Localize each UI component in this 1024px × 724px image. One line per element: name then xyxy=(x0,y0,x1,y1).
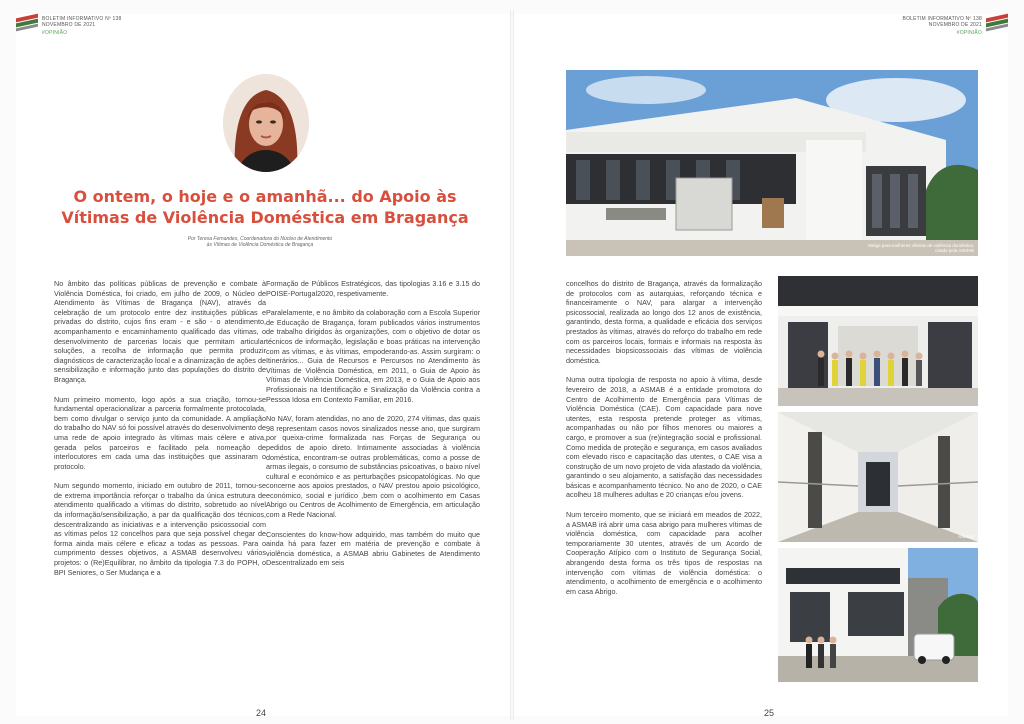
paragraph: Conscientes do know-how adquirido, mas também do muito que ainda há para fazer em matéria de prevenção e combate à violência doméstica, a ASMAB abriu Gabinetes de Atendimento Descentralizado em seis xyxy=(266,529,480,568)
paragraph: Num primeiro momento, logo após a sua criação, tornou-se fundamental operacionalizar a parceria formalmente protocolada, bem como divulgar o serviço junto da comunidade. A ampliação do trabalho do NAV só foi possível através do desenvolvimento de uma rede de apoio integrado às vítimas mais célere e ativa, gerada pelos parceiros e facilitado pela nomeação de interlocutores em cada uma das instituições que assinaram o protocolo. xyxy=(54,394,266,471)
photo-caption: Abrigo para mulheres vítimas de violência doméstica, criado pela ASMAB xyxy=(867,243,974,253)
bulletin-date: NOVEMBRO DE 2021 xyxy=(928,22,982,28)
page-number-left: 24 xyxy=(256,708,267,718)
text-column-1 xyxy=(54,279,266,587)
article-byline: Por Teresa Fernandes, Coordenadora do Núcleo de Atendimento às Vítimas de Violência Doméstica de Bragança xyxy=(187,236,333,248)
header-text xyxy=(903,16,982,36)
paragraph: Numa outra tipologia de resposta no apoio à vítima, desde fevereiro de 2018, a ASMAB é a entidade promotora do Centro de Acolhimento de Emergência para Vítimas de Violência Doméstica (CAE). Com capacidade para nove utentes, esta resposta pretende proteger as vítimas, acompanhadas ou não por filhos menores ou maiores a cargo, e promover a sua (re)integração social e profissional. Como medida de proteção e segurança, em casos avaliados com elevado risco e capacitação das utentes, o CAE visa a construção de um novo projeto de vida afastado da violência, garantindo o seu alojamento, a satisfação das necessidades básicas e acompanhamento técnico. No ano de 2020, o CAE acolheu 18 mulheres adultas e 20 crianças e/ou jovens. xyxy=(566,375,762,500)
text-column-3 xyxy=(566,279,762,606)
asmab-logo-icon xyxy=(986,16,1008,30)
section-tag: #OPINIÃO xyxy=(42,30,68,36)
building-photo xyxy=(566,70,978,256)
text-column-2 xyxy=(266,279,480,578)
group-photo xyxy=(778,276,978,406)
asmab-logo-icon xyxy=(16,16,38,30)
paragraph: No âmbito das políticas públicas de prevenção e combate à Violência Doméstica, foi criado, em julho de 2009, o Núcleo de Atendimento às Vítimas de Bragança (NAV), através da celebração de um protocolo entre dez instituições públicas e privadas do distrito, cujos fins eram - e são - o atendimento, acompanhamento e encaminhamento qualificado das vítimas, o desenvolvimento de parcerias locais que permitam articular soluções, a recolha de informação que permita produzir diagnósticos de caracterização local e a dinamização de ações de sensibilização e informação junto das populações do distrito de Bragança. xyxy=(54,279,266,384)
bulletin-number: BOLETIM INFORMATIVO Nº 138 xyxy=(42,16,122,22)
bulletin-date: NOVEMBRO DE 2021 xyxy=(42,22,96,28)
paragraph: Formação de Públicos Estratégicos, das tipologias 3.16 e 3.15 do POISE-Portugal2020, respetivamente. xyxy=(266,279,480,298)
photo-caption: ASMAB xyxy=(958,534,974,539)
paragraph: Paralelamente, e no âmbito da colaboração com a Escola Superior de Educação de Bragança, foram publicados vários instrumentos de trabalho dirigidos às organizações, com o objetivo de dotar os técnicos de informação, legislação e boas práticas na intervenção com as vítimas, e às vítimas, empoderando-as. Assim surgiram: o Itinerários... Guia de Recursos e Percursos no Atendimento às Vítimas de Violência Doméstica, em 2011, o Guia de Apoio às Vítimas de Violência Doméstica, em 2013, e o Guia de Apoio aos Profissionais na Identificação e Sinalização da Violência contra a Pessoa Idosa em Contexto Familiar, em 2016. xyxy=(266,308,480,404)
paragraph: Num terceiro momento, que se iniciará em meados de 2022, a ASMAB irá abrir uma casa abrigo para mulheres vítimas de violência doméstica, com capacidade para acolher temporariamente 30 utentes, através de um Acordo de Cooperação Atípico com o Instituto de Segurança Social, abrangendo desta forma os três tipos de respostas na intervenção com vítimas de violência doméstica: o atendimento, o acolhimento de emergência e o acolhimento em casa Abrigo. xyxy=(566,510,762,596)
exterior-photo xyxy=(778,548,978,682)
section-tag: #OPINIÃO xyxy=(956,30,982,36)
paragraph: concelhos do distrito de Bragança, através da formalização de protocolos com as autarquias, reforçando técnica e financeiramente o NAV, para alargar a intervenção psicossocial, realizada ao longo dos 12 anos de existência, garantindo, desta forma, a qualidade e eficácia dos serviços prestados às vítimas, através do reforço do trabalho em rede com os parceiros locais, formais e informais na resposta às necessidades biopsicossociais das vítimas de violência doméstica. xyxy=(566,279,762,365)
bulletin-number: BOLETIM INFORMATIVO Nº 138 xyxy=(902,16,982,22)
corridor-photo xyxy=(778,412,978,542)
right-header xyxy=(903,16,1008,36)
header-text xyxy=(42,16,121,36)
paragraph: Num segundo momento, iniciado em outubro de 2011, tornou-se de extrema importância reforçar o trabalho da única estrutura de atendimento qualificado a vítimas do distrito, sobretudo ao nível da informação/sensibilização, a par da qualificação dos técnicos, descentralizando as iniciativas e a intervenção psicossocial com as vítimas pelos 12 concelhos para que seja possível chegar de forma ainda mais célere e eficaz a todas as pessoas. Para o cumprimento desses objetivos, a ASMAB desenvolveu vários projetos: o (Re)Equilibrar, no âmbito da tipologia 7.3 do POPH, o BPI Seniores, o Ser Mudança e a xyxy=(54,481,266,577)
article-title: O ontem, o hoje e o amanhã... do Apoio às Vítimas de Violência Doméstica em Bragança xyxy=(61,187,469,227)
author-portrait xyxy=(223,74,309,172)
paragraph: No NAV, foram atendidas, no ano de 2020, 274 vítimas, das quais 98 representam casos novos sinalizados nesse ano, que surgiram por queixa-crime formalizada nas Forças de Segurança ou pedidos de apoio direto. Intimamente associadas à violência doméstica, encontram-se outras problemáticas, como a posse de armas ilegais, o consumo de substâncias psicoativas, o baixo nível cultural e económico e as perturbações psicopatológicas. No que concerne aos apoios prestados, o NAV prestou apoio psicológico, económico, social e jurídico ,bem com o acolhimento em Casas Abrigo ou Centros de Acolhimento de Emergência, em articulação com a Rede Nacional. xyxy=(266,414,480,520)
page-number-right: 25 xyxy=(764,708,775,718)
left-header xyxy=(16,16,121,36)
page-gutter xyxy=(510,10,514,720)
